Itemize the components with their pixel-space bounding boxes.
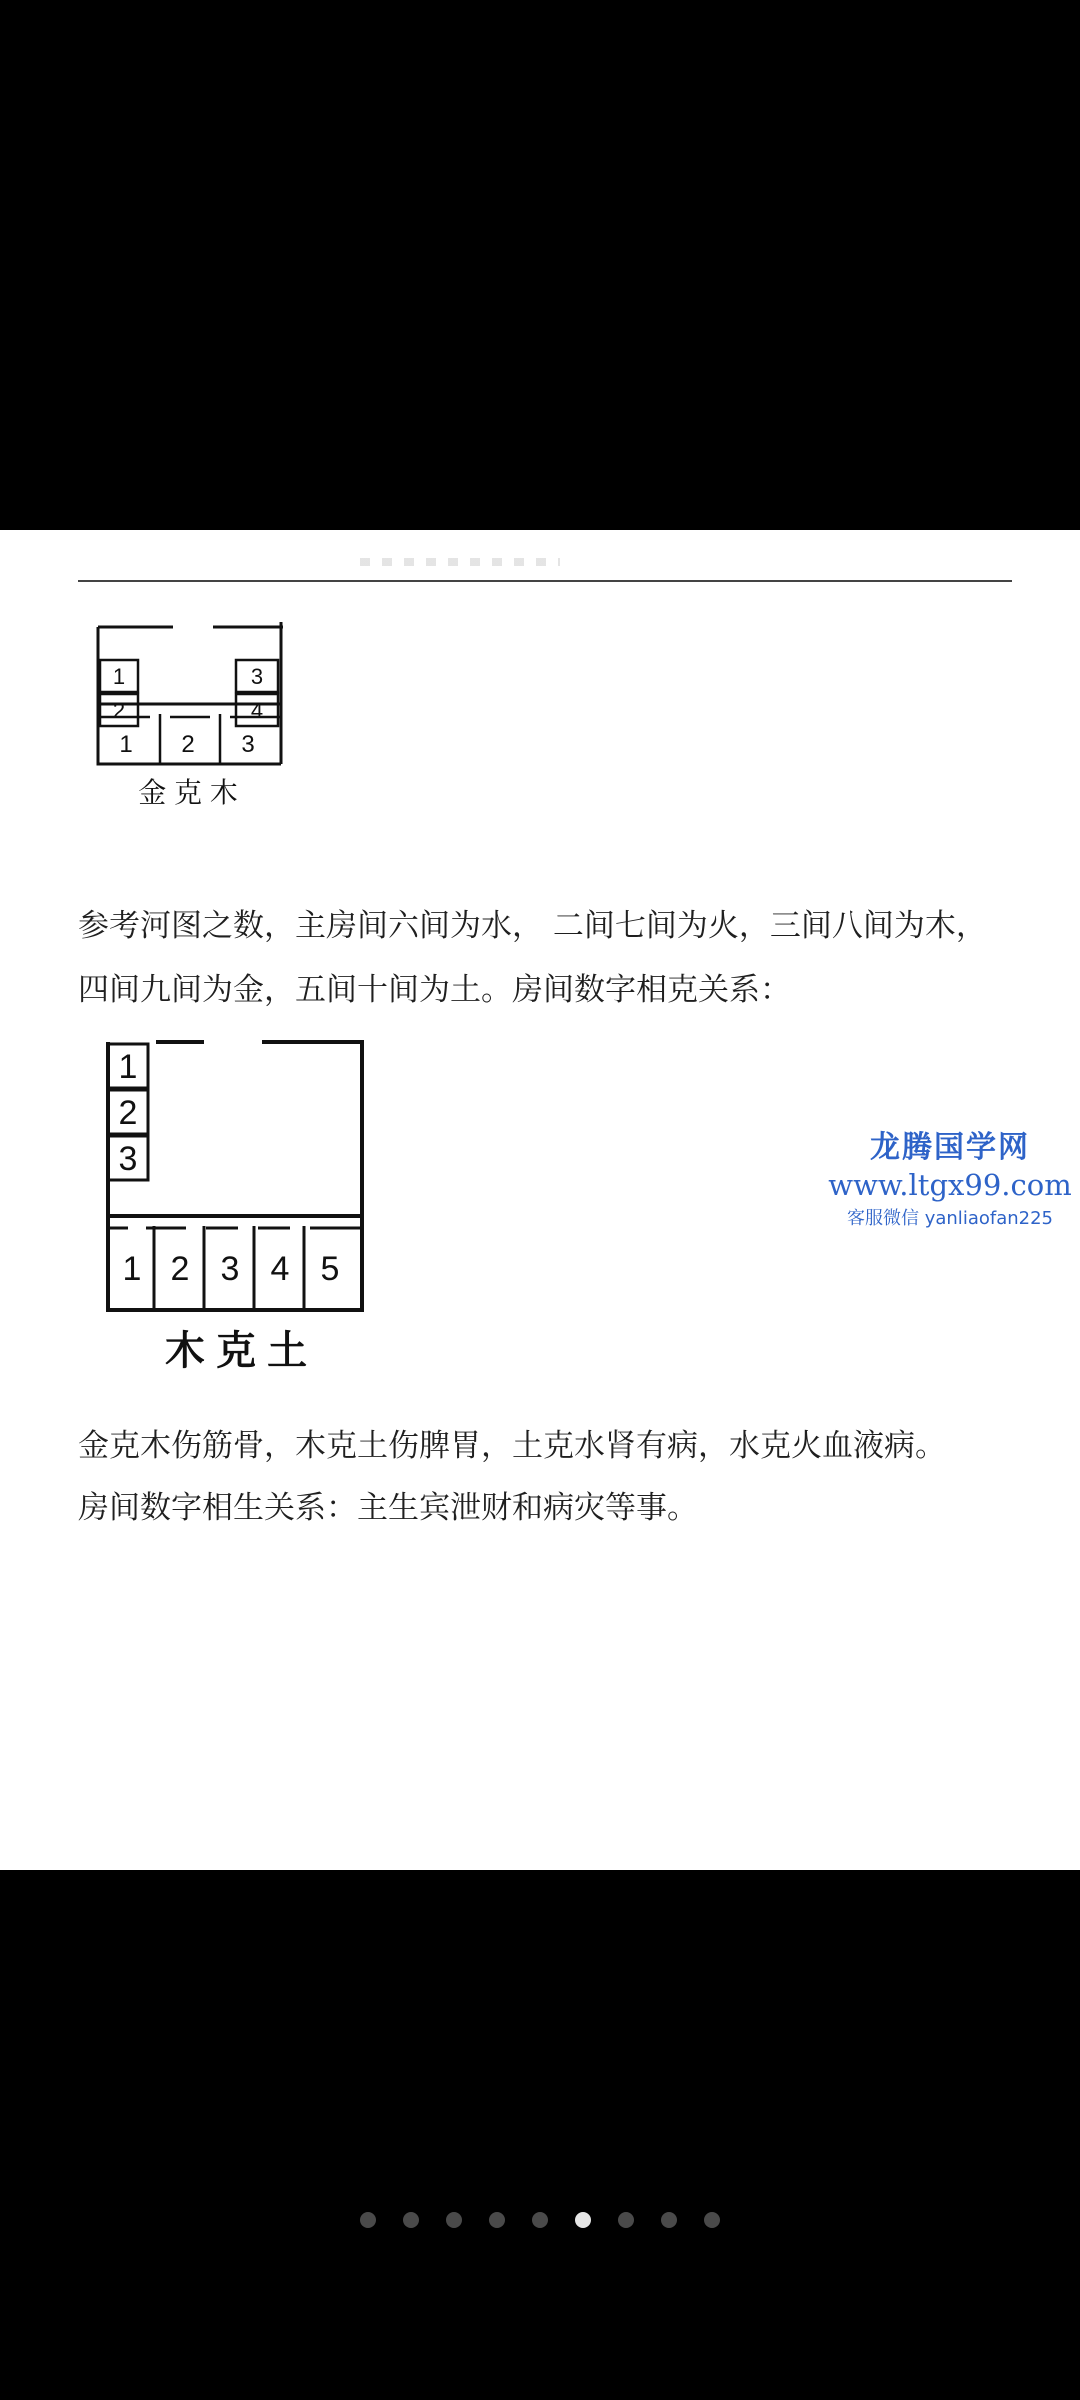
header-rule xyxy=(78,580,1012,582)
watermark-url: www.ltgx99.com xyxy=(828,1168,1072,1202)
page-dot-1[interactable] xyxy=(360,2212,376,2228)
document-page xyxy=(0,530,1080,1870)
d1-left-room-2: 2 xyxy=(112,698,126,723)
d2-bottom-room-4: 4 xyxy=(270,1250,290,1288)
paragraph2-line2: 房间数字相生关系：主生宾泄财和病灾等事。 xyxy=(78,1490,698,1526)
page-dot-9[interactable] xyxy=(704,2212,720,2228)
d1-right-room-3: 3 xyxy=(250,664,264,689)
watermark xyxy=(820,1128,1080,1232)
d1-left-room-1: 1 xyxy=(112,664,126,689)
page-dot-6[interactable] xyxy=(575,2212,591,2228)
floor-plan-diagram-wood-earth xyxy=(96,1030,376,1380)
watermark-title: 龙腾国学网 xyxy=(870,1130,1030,1165)
d2-bottom-room-3: 3 xyxy=(220,1250,240,1288)
watermark-contact: 客服微信 yanliaofan225 xyxy=(847,1207,1053,1229)
d2-bottom-room-1: 1 xyxy=(122,1250,142,1288)
d1-bottom-room-2: 2 xyxy=(181,731,195,758)
d2-bottom-room-5: 5 xyxy=(320,1250,340,1288)
page-dot-8[interactable] xyxy=(661,2212,677,2228)
page-dot-7[interactable] xyxy=(618,2212,634,2228)
page-dot-5[interactable] xyxy=(532,2212,548,2228)
page-dot-4[interactable] xyxy=(489,2212,505,2228)
floor-plan-diagram-metal-wood xyxy=(88,622,308,822)
d2-caption: 木 克 土 xyxy=(164,1329,308,1373)
d2-bottom-room-2: 2 xyxy=(170,1250,190,1288)
page-dot-3[interactable] xyxy=(446,2212,462,2228)
paragraph1-line2: 四间九间为金，五间十间为土。房间数字相克关系： xyxy=(78,972,791,1008)
d1-caption: 金 克 木 xyxy=(138,777,238,808)
page-dot-2[interactable] xyxy=(403,2212,419,2228)
d2-left-room-3: 3 xyxy=(118,1140,138,1178)
d2-left-room-1: 1 xyxy=(118,1048,138,1086)
page-indicator[interactable] xyxy=(0,2212,1080,2228)
d1-bottom-room-1: 1 xyxy=(119,731,133,758)
d2-left-room-2: 2 xyxy=(118,1094,138,1132)
paragraph1-line1: 参考河图之数，主房间六间为水， 二间七间为火，三间八间为木， xyxy=(78,908,987,944)
d1-right-room-4: 4 xyxy=(250,698,264,723)
paragraph2-line1: 金克木伤筋骨，木克土伤脾胃，土克水肾有病，水克火血液病。 xyxy=(78,1428,946,1464)
header-faint-text xyxy=(360,558,560,566)
d1-bottom-room-3: 3 xyxy=(241,731,255,758)
